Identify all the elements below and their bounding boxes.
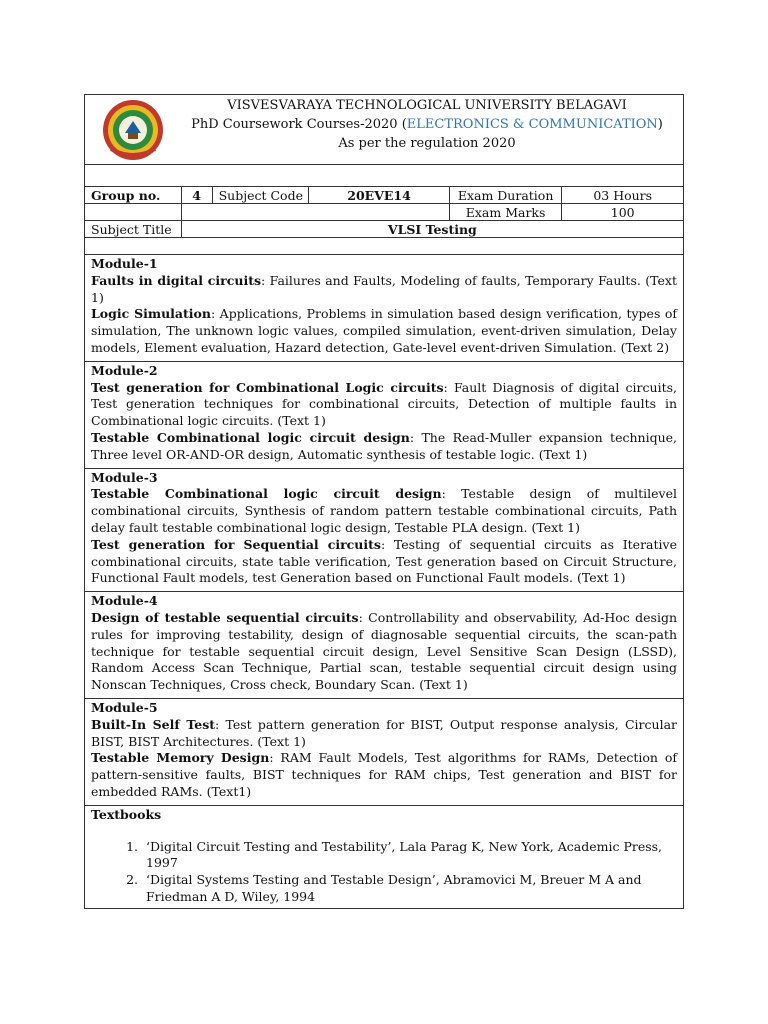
- module-topic: Logic Simulation: Applications, Problems in simulation based design verification, types of simulation, The unknown logic values, compiled simulation, event-driven simulation, Delay models, Element evaluation, Hazard detection, Gate-level event-driven Simulation. (Text 2): [91, 306, 677, 355]
- module-5: [85, 699, 683, 806]
- info-row-2: [85, 204, 683, 221]
- exam-marks-value: 100: [610, 205, 635, 220]
- module-topic: Testable Combinational logic circuit design: Testable design of multilevel combinational circuits, Synthesis of random pattern testable combinational circuits, Path delay fault testable combinational logic design, Testable PLA design. (Text 1): [91, 486, 677, 535]
- blank-row: [85, 165, 683, 187]
- regulation-line: As per the regulation 2020: [338, 136, 516, 151]
- module-topic: Faults in digital circuits: Failures and Faults, Modeling of faults, Temporary Faults. (Text 1): [91, 272, 677, 305]
- module-2: [85, 362, 683, 469]
- exam-duration-label: Exam Duration: [450, 187, 563, 203]
- textbooks-list: [91, 839, 677, 906]
- subject-code-label: Subject Code: [213, 187, 310, 203]
- module-3: [85, 469, 683, 593]
- blank-row: [85, 238, 683, 255]
- module-topic: Built-In Self Test: Test pattern generation for BIST, Output response analysis, Circular BIST, BIST Architectures. (Text 1): [91, 716, 677, 749]
- module-topic: Test generation for Sequential circuits: Testing of sequential circuits as Iterative combinational circuits, state table verification, Test generation based on Circuit Structure, Functional Fault models, test Generation based on Functional Fault models. (Text 1): [91, 536, 677, 586]
- info-row-1: [85, 187, 683, 204]
- textbooks-title: Textbooks: [91, 806, 162, 822]
- syllabus-document: [84, 94, 684, 909]
- module-1: [85, 255, 683, 362]
- group-value: 4: [182, 187, 213, 203]
- module-title: Module-1: [91, 256, 158, 271]
- subject-code-value: 20EVE14: [309, 187, 450, 203]
- course-line: PhD Coursework Courses-2020 (ELECTRONICS & COMMUNICATION): [191, 117, 663, 132]
- textbook-item: 2. ‘Digital Systems Testing and Testable Design’, Abramovici M, Breuer M A and Friedman A D, Wiley, 1994: [142, 872, 677, 906]
- subject-title-label: Subject Title: [85, 221, 182, 237]
- module-4: [85, 592, 683, 699]
- module-title: Module-3: [91, 469, 158, 485]
- module-topic: Testable Combinational logic circuit design: The Read-Muller expansion technique, Three level OR-AND-OR design, Automatic synthesis of testable logic. (Text 1): [91, 429, 677, 462]
- header-text: [171, 95, 683, 153]
- university-seal-icon: [97, 97, 169, 163]
- university-name: VISVESVARAYA TECHNOLOGICAL UNIVERSITY BELAGAVI: [227, 98, 627, 113]
- exam-duration-value: 03 Hours: [593, 188, 653, 203]
- textbooks-section: [85, 806, 683, 908]
- module-topic: Design of testable sequential circuits: Controllability and observability, Ad-Hoc design rules for improving testability, design of diagnosable sequential circuits, the scan-path technique for testable sequential circuit design, Level Sensitive Scan Design (LSSD), Random Access Scan Technique, Partial scan, testable sequential circuit design using Nonscan Techniques, Cross check, Boundary Scan. (Text 1): [91, 609, 677, 693]
- subject-title-row: [85, 221, 683, 238]
- module-title: Module-5: [91, 699, 158, 715]
- subject-title-value: VLSI Testing: [387, 222, 477, 237]
- textbook-item: 1. ‘Digital Circuit Testing and Testability’, Lala Parag K, New York, Academic Press, 1997: [142, 839, 677, 873]
- module-title: Module-4: [91, 593, 158, 609]
- department-name: ELECTRONICS & COMMUNICATION: [406, 117, 658, 132]
- module-topic: Testable Memory Design: RAM Fault Models, Test algorithms for RAMs, Detection of pattern-sensitive faults, BIST techniques for RAM chips, Test generation and BIST for embedded RAMs. (Text1): [91, 750, 677, 799]
- document-header: [85, 95, 683, 165]
- exam-marks-label: Exam Marks: [450, 204, 563, 220]
- module-title: Module-2: [91, 362, 158, 378]
- group-label: Group no.: [85, 187, 182, 203]
- module-topic: Test generation for Combinational Logic circuits: Fault Diagnosis of digital circuits, Test generation techniques for combinational circuits, Detection of multiple faults in Combinational logic circuits. (Text 1): [91, 379, 677, 429]
